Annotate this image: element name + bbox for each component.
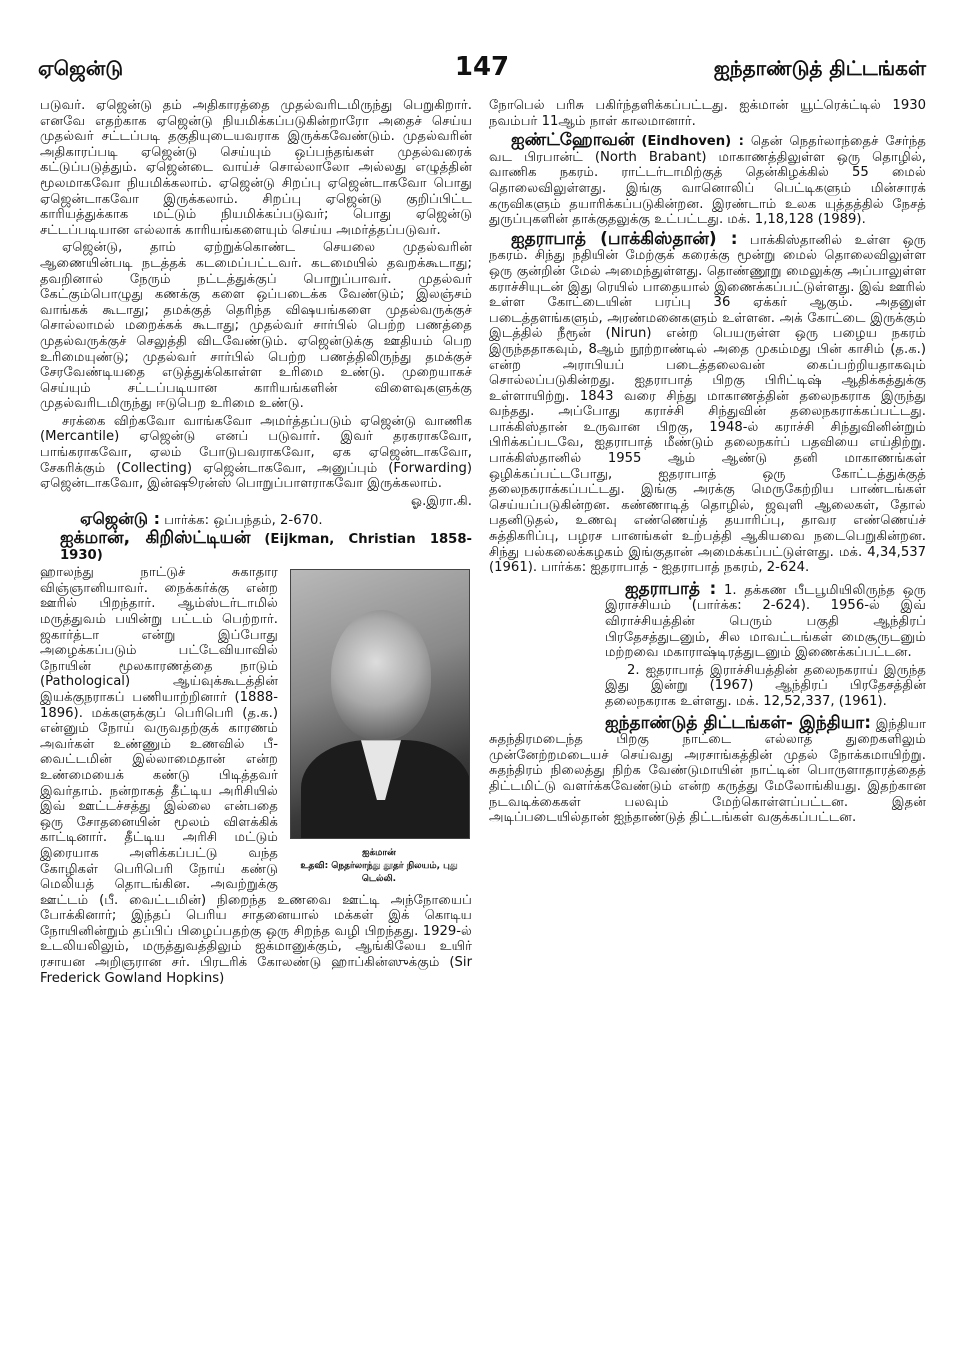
eijkman-continued: நோபெல் பரிசு பகிர்ந்தளிக்கப்பட்டது. ஐக்மான் யூட்ரெக்ட்டில் 1930 நவம்பர் 11ஆம் நாள் காலமானார்.	[489, 98, 926, 129]
running-head-left: ஏஜென்டு	[38, 56, 124, 80]
left-column	[40, 98, 472, 988]
hyderabad-pakistan-entry	[489, 228, 926, 576]
author-signature: ஓ.இரா.கி.	[411, 493, 472, 509]
eindhoven-title: ஐண்ட்ஹோவன்	[511, 130, 635, 151]
eijkman-latin-name: (Eijkman, Christian 1858-1930)	[60, 532, 473, 563]
five-year-plans-entry	[489, 712, 926, 826]
running-head-right: ஐந்தாண்டுத் திட்டங்கள்	[713, 56, 926, 80]
hyderabad-pakistan-body: பாக்கிஸ்தானில் உள்ள ஒரு நகரம். சிந்து நதியின் மேற்குக் கரைக்கு மூன்று மைல் தொலைவிலுள்ள ஒரு குன்றின் மேல் அமைந்துள்ளது. தொண்ணூறு மைலுக்கு அப்பாலுள்ள கராச்சியுடன் இது ரெயில் பாதையால் இணைக்கப்பட்டுள்ளது. இவ் ஊரில் உள்ள கோட்டையின் பரப்பு 36 ஏக்கர் ஆகும். அதனுள் படைத்தளங்களும், அரண்மனைகளும் உள்ளன. அக் கோட்டை இருக்கும் இடத்தில் நீரூன் (Nirun) என்ற பெயருள்ள ஒரு பழைய நகரம் இருந்ததாகவும், 8ஆம் நூற்றாண்டில் அதை முகம்மது பின் காசிம் (த.க.) என்ற அராபியப் படைத்தலைவன் கைப்பற்றியதாகவும் சொல்லப்படுகின்றது. ஐதராபாத் பிறகு பிரிட்டிஷ் ஆதிக்கத்துக்கு உள்ளாயிற்று. 1843 வரை சிந்து மாகாணத்தின் தலைநகராக இருந்து வந்தது. அப்போது கராச்சி சிந்துவின் தலைநகராக்கப்பட்டது. பாக்கிஸ்தான் உருவான பிறகு, 1948-ல் கராச்சி சிந்துவினின்றும் பிரிக்கப்படவே, ஐதராபாத் மீண்டும் தலைநகர்ப் பதவியை எய்திற்று. பாக்கிஸ்தானில் 1955 ஆம் ஆண்டு தனி மாகாணங்கள் ஒழிக்கப்பட்டபோது, ஐதராபாத் ஒரு கோட்டத்துக்குத் தலைநகராக்கப்பட்டது. இங்கு அரக்கு மெருகேற்றிய பாண்டங்கள் செய்யப்படுகின்றன. கண்ணாடித் தொழில், ஜவுளி ஆலைகள், தோல் பதனிடுதல், உணவு எண்ணெய்த் தயாரிப்பு, தாவர எண்ணெய்ச் சுத்திகரிப்பு, பழரச பானங்கள் உற்பத்தி ஆகியவை நடைபெறுகின்றன. சிந்து பல்கலைக்கழகம் இங்குதான் அமைக்கப்பட்டுள்ளது. மக். 4,34,537 (1961). பார்க்க: ஐதராபாத் - ஐதராபாத் நகரம், 2-624.	[489, 232, 926, 576]
eindhoven-latin: (Eindhoven) :	[641, 134, 744, 150]
hyderabad-title: ஐதராபாத் :	[625, 578, 717, 599]
agent-para-3: சரக்கை விற்கவோ வாங்கவோ அமர்த்தப்படும் ஏஜென்டு வாணிக (Mercantile) ஏஜென்டு எனப் படுவார். இவர் தரகராகவோ, பாங்கராகவோ, ஏலம் போடுபவராகவோ, ஏக ஏஜென்டாகவோ, சேகரிக்கும் (Collecting) ஏஜென்டாகவோ, அனுப்பும் (Forwarding) ஏஜென்டாகவோ, இன்ஷூரன்ஸ் பொறுப்பாளராகவோ இருக்கலாம்.	[40, 413, 472, 492]
caption-name: ஐக்மான்	[362, 848, 396, 859]
five-year-plans-body: இந்தியா சுதந்திரமடைந்த பிறகு நாட்டை எல்லாத் துறைகளிலும் முன்னேற்றமடையச் செய்வது அரசாங்கத்தின் முதல் நோக்கமாயிற்று. சுதந்திரம் நிலைத்து நிற்க வேண்டுமாயின் நாட்டின் பொருளாதாரத்தைத் திட்டமிட்டு வளர்க்கவேண்டும் என்ற கருத்து மேலோங்கியது. இதற்கான நடவடிக்கைகள் பலவும் மேற்கொள்ளப்பட்டன. இதன் அடிப்படையில்தான் ஐந்தாண்டுத் திட்டங்கள் வகுக்கப்பட்டன.	[489, 716, 926, 826]
caption-credit: உதவி: நெதர்லாந்து தூதர் நிலயம், புது டெல்லி.	[300, 861, 458, 885]
hyderabad-entry	[605, 578, 926, 710]
agent-para-2: ஏஜென்டு, தாம் ஏற்றுக்கொண்ட செயலை முதல்வரின் ஆணையின்படி நடத்தக் கடமைப்பட்டவர். கடமையில் தவறக்கூடாது; தவறினால் நேரும் நட்டத்துக்குப் பொறுப்பாவர். முதல்வர் கேட்கும்பொழுது கணக்கு களை ஒப்படைக்க வேண்டும்; இலஞ்சம் வாங்கக் கூடாது; தமக்குத் தெரிந்த விஷயங்களை முதல்வருக்குச் சொல்லாமல் மறைக்கக் கூடாது; முதல்வர் சார்பில் பெற்ற பணத்தை முதல்வருக்குச் செலுத்தி விடவேண்டும். ஏஜென்டுக்கு ஊதியம் பெற உரிமையுண்டு; முதல்வர் சார்பில் பெற்ற பணத்திலிருந்து தமக்குச் சேரவேண்டியதை எடுத்துக்கொள்ள உரிமை உண்டு. முறையாகச் செய்யும் சட்டப்படியான காரியங்களின் விளைவுகளுக்கு முதல்வரிடமிருந்து ஈடுபெற உரிமை உண்டு.	[40, 240, 472, 412]
eindhoven-body: தென் நெதர்லாந்தைச் சேர்ந்த வட பிரபான்ட் (North Brabant) மாகாணத்திலுள்ள ஒரு தொழில், வாணிக நகரம். ராட்டர்டாமிற்குத் தென்கிழக்கில் 55 மைல் தொலைவிலுள்ளது. இங்கு வானொலிப் பெட்டிகளும் மின்சாரக் கருவிகளும் தயாரிக்கப்படுகின்றன. இரண்டாம் உலக யுத்தத்தில் நேசத் துருப்புகளின் தாக்குதலுக்கு உட்பட்டது. மக். 1,18,128 (1989).	[489, 134, 926, 228]
page-number: 147	[454, 52, 510, 82]
portrait-face	[331, 610, 431, 740]
hyderabad-body-1: 1. தக்கண பீடபூமியிலிருந்த ஒரு இராச்சியம் (பார்க்க: 2-624). 1956-ல் இவ் விராச்சியத்தின் பெரும் பகுதி ஆந்திரப் பிரதேசத்துடனும், சில மாவட்டங்கள் மைசூருடனும் மற்றவை மகாராஷ்டிரத்துடனும் இணைக்கப்பட்டன.	[605, 582, 926, 661]
cross-reference-text: பார்க்க: ஒப்பந்தம், 2-670.	[164, 513, 323, 529]
agent-para-1: படுவர். ஏஜென்டு தம் அதிகாரத்தை முதல்வரிடமிருந்து பெறுகிறார். எனவே எதற்காக ஏஜென்டு நியமிக்கப்படுகின்றாரோ அதைச் செய்ய முதல்வர் சட்டப்படி தகுதியுடையவராக இருக்கவேண்டும். முதல்வரின் அதிகாரப்படி ஏஜென்டு செய்யும் ஒப்பந்தங்கள் முதல்வரைக் கட்டுப்படுத்தும். ஏஜென்டை வாய்ச் சொல்லாலோ அல்லது எழுத்தின் மூலமாகவோ நியமிக்கலாம். ஏஜென்டு சிறப்பு ஏஜென்டாகவோ பொது ஏஜென்டாகவோ இருக்கலாம். சிறப்பு ஏஜென்டு குறிப்பிட்ட காரியத்துக்காக மட்டும் நியமிக்கப்படுவர்; பொது ஏஜென்டு சட்டப்படியான எல்லாக் காரியங்களையும் செய்ய அமர்த்தப்படுவர்.	[40, 98, 472, 238]
eindhoven-entry	[489, 130, 926, 228]
cross-reference-entry	[80, 511, 472, 529]
right-column	[489, 98, 926, 828]
five-year-plans-title: ஐந்தாண்டுத் திட்டங்கள்- இந்தியா:	[605, 712, 871, 733]
portrait-figure	[286, 569, 472, 886]
hyderabad-body-2: 2. ஐதராபாத் இராச்சியத்தின் தலைநகராய் இருந்த இது இன்று (1967) ஆந்திரப் பிரதேசத்தின் தலைநகராக உள்ளது. மக். 12,52,337, (1961).	[605, 662, 926, 709]
cross-reference-head: ஏஜென்டு :	[80, 509, 161, 529]
page-header	[38, 52, 926, 92]
portrait-caption	[286, 847, 472, 886]
hyderabad-pakistan-title: ஐதராபாத் (பாக்கிஸ்தான்) :	[511, 228, 738, 249]
eijkman-portrait-photo	[290, 569, 470, 839]
eijkman-entry-head	[60, 528, 473, 563]
eijkman-title: ஐக்மான், கிறிஸ்ட்டியன்	[60, 528, 251, 549]
eijkman-body: ஹாலந்து நாட்டுச் சுகாதார விஞ்ஞானியாவர். நைக்கர்க்கு என்ற ஊரில் பிறந்தார். ஆம்ஸ்டர்டாமில் மருத்துவம் பயின்று பட்டம் பெற்றார். ஜகார்த்டா என்று இப்போது அழைக்கப்படும் பட்டேவியாவில் நோயின் மூலகாரணத்தை நாடும் (Pathological) ஆய்வுக்கூடத்தின் இயக்குநராகப் பணியாற்றினார் (1888-1896). மக்களுக்குப் பெரிபெரி (த.க.) என்னும் நோய் வருவதற்குக் காரணம் அவர்கள் உண்ணும் உணவில் பீ-வைட்டமின் இல்லாமைதான் என்ற உண்மையைக் கண்டு பிடித்தவர் இவர்தாம். நன்றாகத் தீட்டிய அரிசியில் இவ் ஊட்டச்சத்து இல்லை என்பதை ஒரு சோதனையின் மூலம் விளக்கிக் காட்டினார். தீட்டிய அரிசி மட்டும் இரையாக அளிக்கப்பட்டு வந்த கோழிகள் பெரிபெரி நோய் கண்டு மெலியத் தொடங்கின. அவற்றுக்கு ஊட்டம் (பீ. வைட்டமின்) நிறைந்த உணவை ஊட்டி அந்நோயைப் போக்கினார்; இந்தப் பெரிய சாதனையால் மக்கள் இக் கொடிய நோயினின்றும் தப்பிப் பிழைப்பதற்கு ஒரு சிறந்த வழி பிறந்தது. 1929-ல் உடலியலிலும், மருத்துவத்திலும் ஐக்மானுக்கும், ஆங்கிலேய உயிர் ரசாயன அறிஞரான சர். பிரடரிக் கோலண்டு ஹாப்கின்ஸுக்கும் (Sir Frederick Gowland Hopkins)	[40, 565, 472, 986]
